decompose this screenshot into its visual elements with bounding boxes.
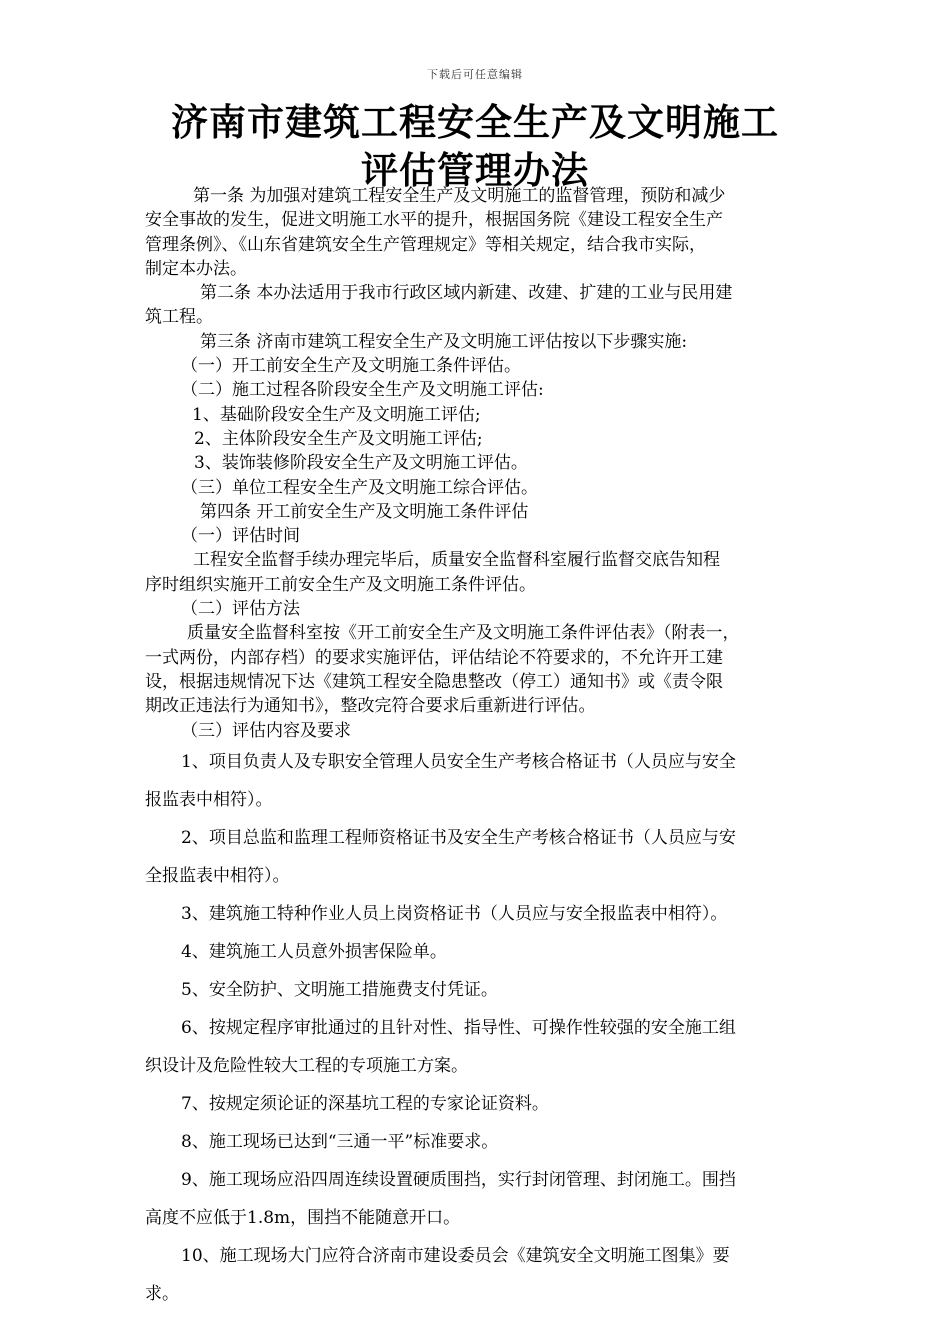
article-4-s2-line: 一式两份，内部存档）的要求实施评估，评估结论不符要求的，不允许开工建 [145,647,723,668]
article-4-s1-line: 序时组织实施开工前安全生产及文明施工条件评估。 [145,574,536,595]
header-note: 下载后可任意编辑 [427,68,523,81]
requirement-item-cont: 报监表中相符）。 [145,789,273,810]
article-3-item: 2、主体阶段安全生产及文明施工评估; [194,428,483,449]
requirement-item: 8、施工现场已达到“三通一平”标准要求。 [181,1131,499,1152]
article-3-item: （三）单位工程安全生产及文明施工综合评估。 [181,477,538,498]
article-1-line: 制定本办法。 [145,258,247,279]
requirement-item: 9、施工现场应沿四周连续设置硬质围挡，实行封闭管理、封闭施工。围挡 [181,1169,736,1190]
requirement-item: 6、按规定程序审批通过的且针对性、指导性、可操作性较强的安全施工组 [181,1017,736,1038]
article-4-s2-line: 设，根据违规情况下达《建筑工程安全隐患整改（停工）通知书》或《责令限 [145,671,723,692]
article-2-line: 第二条 本办法适用于我市行政区域内新建、改建、扩建的工业与民用建 [200,283,733,304]
article-3 [145,330,805,500]
requirement-item: 7、按规定须论证的深基坑工程的专家论证资料。 [181,1093,549,1114]
document-title-line1: 济南市建筑工程安全生产及文明施工 [171,101,779,144]
requirement-item: 5、安全防护、文明施工措施费支付凭证。 [181,979,498,1000]
article-1 [145,184,805,281]
article-1-line: 第一条 为加强对建筑工程安全生产及文明施工的监督管理，预防和减少 [193,186,726,206]
article-4 [145,500,805,743]
article-4-section-title: （三）评估内容及要求 [181,720,351,741]
document-body [145,184,805,1313]
requirement-item-cont: 求。 [145,1283,179,1304]
article-4-head: 第四条 开工前安全生产及文明施工条件评估 [200,501,529,522]
article-4-s2-line: 期改正违法行为通知书》，整改完符合要求后重新进行评估。 [145,696,596,717]
article-3-item: 1、基础阶段安全生产及文明施工评估; [192,404,481,425]
article-2-line: 筑工程。 [145,307,213,328]
article-4-section-title: （一）评估时间 [181,526,300,547]
article-3-item: （二）施工过程各阶段安全生产及文明施工评估: [181,380,544,401]
article-2 [145,281,805,330]
article-4-requirements [145,743,805,1313]
article-4-section-title: （二）评估方法 [181,599,300,620]
requirement-item: 10、施工现场大门应符合济南市建设委员会《建筑安全文明施工图集》要 [181,1245,730,1266]
article-1-line: 安全事故的发生，促进文明施工水平的提升，根据国务院《建设工程安全生产 [145,210,723,231]
requirement-item: 4、建筑施工人员意外损害保险单。 [181,941,447,962]
requirement-item: 1、项目负责人及专职安全管理人员安全生产考核合格证书（人员应与安全 [181,751,736,772]
article-4-s2-line: 质量安全监督科室按《开工前安全生产及文明施工条件评估表》（附表一， [187,623,740,644]
requirement-item: 3、建筑施工特种作业人员上岗资格证书（人员应与安全报监表中相符）。 [181,903,728,924]
article-3-item: 3、装饰装修阶段安全生产及文明施工评估。 [194,453,528,474]
article-1-line: 管理条例》、《山东省建筑安全生产管理规定》等相关规定，结合我市实际， [145,234,706,255]
requirement-item-cont: 织设计及危险性较大工程的专项施工方案。 [145,1055,468,1076]
document-title-line2: 评估管理办法 [361,149,589,192]
article-3-item: （一）开工前安全生产及文明施工条件评估。 [181,356,521,377]
article-4-s1-line: 工程安全监督手续办理完毕后，质量安全监督科室履行监督交底告知程 [193,550,720,571]
article-3-head: 第三条 济南市建筑工程安全生产及文明施工评估按以下步骤实施: [200,331,688,352]
requirement-item-cont: 高度不应低于1.8m，围挡不能随意开口。 [145,1207,461,1228]
requirement-item: 2、项目总监和监理工程师资格证书及安全生产考核合格证书（人员应与安 [181,827,736,848]
requirement-item-cont: 全报监表中相符）。 [145,865,290,886]
